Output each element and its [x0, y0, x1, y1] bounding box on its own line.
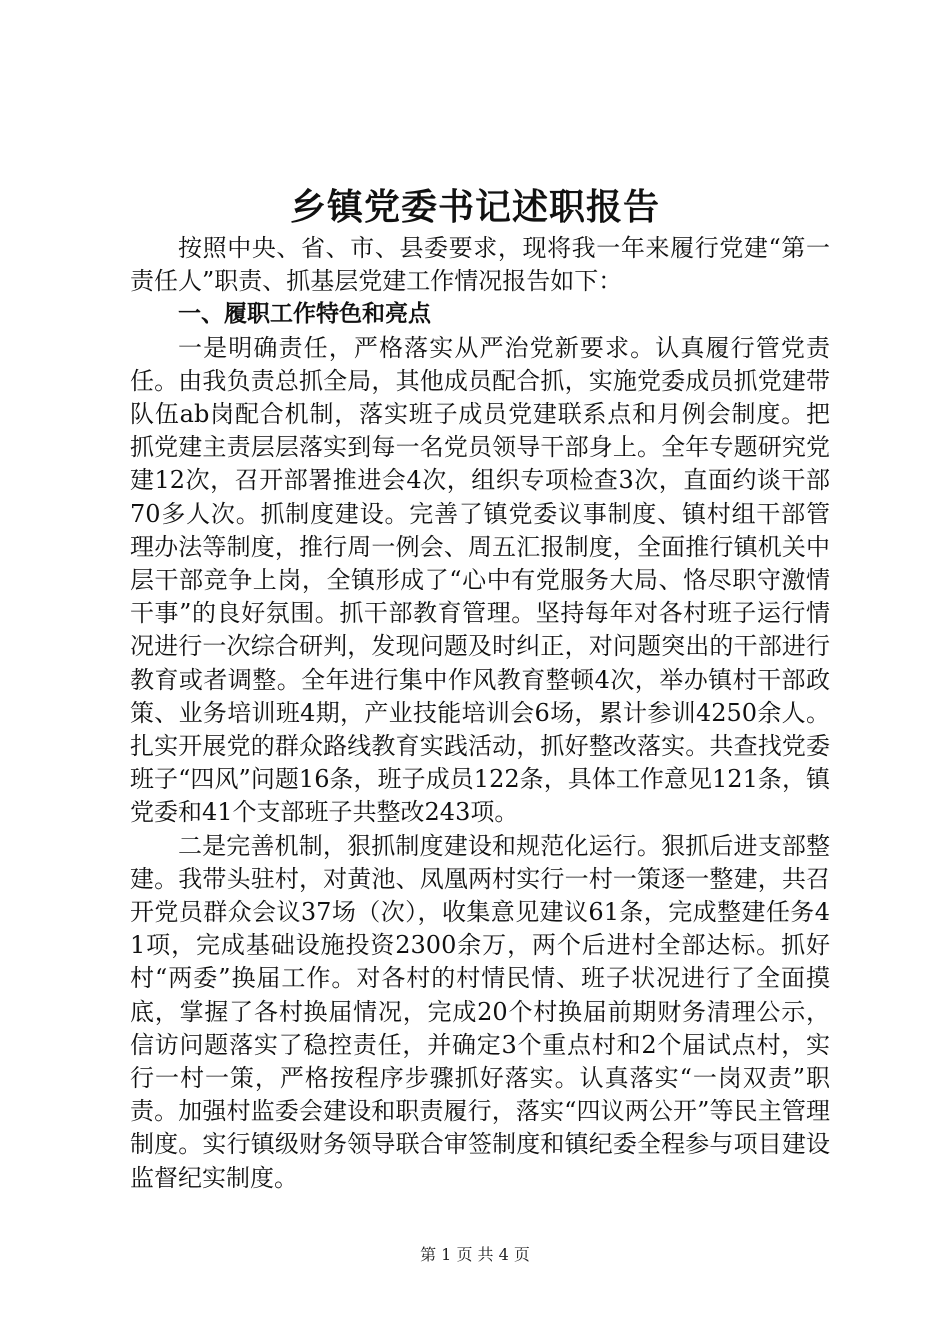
document-title: 乡镇党委书记述职报告: [289, 186, 660, 228]
intro-paragraph: 按照中央、省、市、县委要求，现将我一年来履行党建“第一责任人”职责、抓基层党建工作情况报告如下：: [130, 234, 830, 296]
body-paragraph-1: 一是明确责任，严格落实从严治党新要求。认真履行管党责任。由我负责总抓全局，其他成员配合抓，实施党委成员抓党建带队伍ab岗配合机制，落实班子成员党建联系点和月例会制度。把抓党建主责层层落实到每一名党员领导干部身上。全年专题研究党建12次，召开部署推进会4次，组织专项检查3次，直面约谈干部70多人次。抓制度建设。完善了镇党委议事制度、镇村组干部管理办法等制度，推行周一例会、周五汇报制度，全面推行镇机关中层干部竞争上岗，全镇形成了“心中有党服务大局、恪尽职守激情干事”的良好氛围。抓干部教育管理。坚持每年对各村班子运行情况进行一次综合研判，发现问题及时纠正，对问题突出的干部进行教育或者调整。全年进行集中作风教育整顿4次，举办镇村干部政策、业务培训班4期，产业技能培训会6场，累计参训4250余人。扎实开展党的群众路线教育实践活动，抓好整改落实。共查找党委班子“四风”问题16条，班子成员122条，具体工作意见121条，镇党委和41个支部班子共整改243项。: [130, 333, 830, 827]
page-footer: 第 1 页 共 4 页: [420, 1245, 530, 1264]
body-paragraph-2: 二是完善机制，狠抓制度建设和规范化运行。狠抓后进支部整建。我带头驻村，对黄池、凤凰两村实行一村一策逐一整建，共召开党员群众会议37场（次），收集意见建议61条，完成整建任务41项，完成基础设施投资2300余万，两个后进村全部达标。抓好村“两委”换届工作。对各村的村情民情、班子状况进行了全面摸底，掌握了各村换届情况，完成20个村换届前期财务清理公示，信访问题落实了稳控责任，并确定3个重点村和2个届试点村，实行一村一策，严格按程序步骤抓好落实。认真落实“一岗双责”职责。加强村监委会建设和职责履行，落实“四议两公开”等民主管理制度。实行镇级财务领导联合审签制度和镇纪委全程参与项目建设监督纪实制度。: [130, 831, 830, 1192]
section-heading: 一、履职工作特色和亮点: [178, 301, 431, 328]
document-body: [130, 232, 830, 1195]
